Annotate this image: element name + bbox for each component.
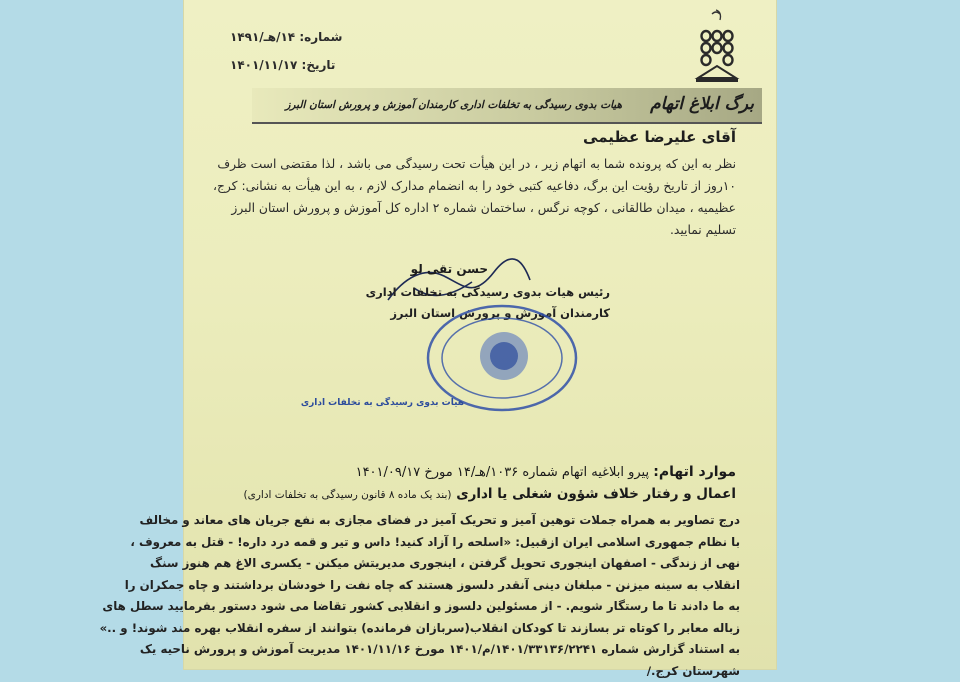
document-number-label: شماره: <box>299 30 342 44</box>
charge-line: درج تصاویر به همراه جملات توهین آمیز و تحریک آمیز در فضای مجازی به نفع جریان های معاند و مخالف <box>204 510 740 532</box>
charges-label: موارد اتهام: <box>653 464 736 480</box>
seal-text: هیات بدوی رسیدگی به تخلفات اداری <box>301 396 464 408</box>
charges-body <box>204 510 740 682</box>
offense-clause: (بند یک ماده ۸ قانون رسیدگی به تخلفات اداری) <box>244 489 452 501</box>
charge-line: شهرستان کرج./ <box>204 661 740 682</box>
document-date <box>230 58 335 72</box>
form-title: برگ ابلاغ اتهام <box>650 94 754 114</box>
form-banner <box>252 88 762 124</box>
notice-document <box>184 0 776 669</box>
notice-line: عظیمیه ، میدان طالقانی ، کوچه نرگس ، ساختمان شماره ۲ اداره کل آموزش و پرورش استان البرز <box>254 197 736 219</box>
emblem-logo <box>694 6 740 86</box>
offense-heading <box>244 486 736 502</box>
document-number <box>230 30 342 44</box>
signer-title-line2: کارمندان آموزش و پرورش استان البرز <box>390 306 610 320</box>
signer-name: حسن تقی لو <box>411 262 488 276</box>
charge-line: نهی از زندگی - اصفهان اینجوری تحویل گرفتن ، اینجوری مدیریتش میکنن - یکسری الاغ هم هنوز سنگ <box>204 553 740 575</box>
charges-heading <box>356 464 736 480</box>
charges-reference: پیرو ابلاغیه اتهام شماره ۱۰۳۶/هـ/۱۴ مورخ ۱۴۰۱/۰۹/۱۷ <box>356 465 649 480</box>
notice-line: نظر به این که پرونده شما به اتهام زیر ، در این هیأت تحت رسیدگی می باشد ، لذا مقتضی است ظرف <box>254 153 736 175</box>
document-date-label: تاریخ: <box>302 58 336 72</box>
notice-line: تسلیم نمایید. <box>254 219 736 241</box>
official-seal <box>424 302 580 414</box>
notice-body <box>254 153 736 241</box>
charge-line: زباله معابر را کوتاه تر بسازند تا کودکان انقلاب(سربازان فرمانده) بتوانند از سفره انقلاب بهره مند شوند! و ..» <box>204 618 740 640</box>
charge-line: به استناد گزارش شماره ۱۴۰۱/۳۳۱۳۶/۲۲۴۱/م/۱۴۰۱ مورخ ۱۴۰۱/۱۱/۱۶ مدیریت آموزش و پرورش ناحیه یک <box>204 639 740 661</box>
offense-title: اعمال و رفتار خلاف شؤون شغلی یا اداری <box>456 486 736 502</box>
addressee-name: آقای علیرضا عظیمی <box>583 128 736 146</box>
document-date-value: ۱۴۰۱/۱۱/۱۷ <box>230 58 297 72</box>
signer-title-line1: رئیس هیات بدوی رسیدگی به تخلفات اداری <box>366 285 610 299</box>
charge-line: به ما دادند تا ما رستگار شویم. - از مسئولین دلسوز و انقلابی کشور تقاضا می شود دستور بفرمایید سطل های <box>204 596 740 618</box>
charge-line: با نظام جمهوری اسلامی ایران ازقبیل: «اسلحه را آزاد کنید! داس و تیر و قمه درد داره! - قتل به معروف ، <box>204 532 740 554</box>
form-subtitle: هیات بدوی رسیدگی به تخلفات اداری کارمندان آموزش و پرورش استان البرز <box>285 99 622 111</box>
notice-line: ۱۰روز از تاریخ رؤیت این برگ، دفاعیه کتبی خود را به انضمام مدارک لازم ، به این هیأت به نشانی: کرج، <box>254 175 736 197</box>
document-number-value: ۱۴/هـ/۱۴۹۱ <box>230 30 295 44</box>
charge-line: انقلاب به سینه میزنن - مبلغان دینی آنقدر دلسوز هستند که چاه نفت را خودشان برداشتند و چاه جمکران را <box>204 575 740 597</box>
